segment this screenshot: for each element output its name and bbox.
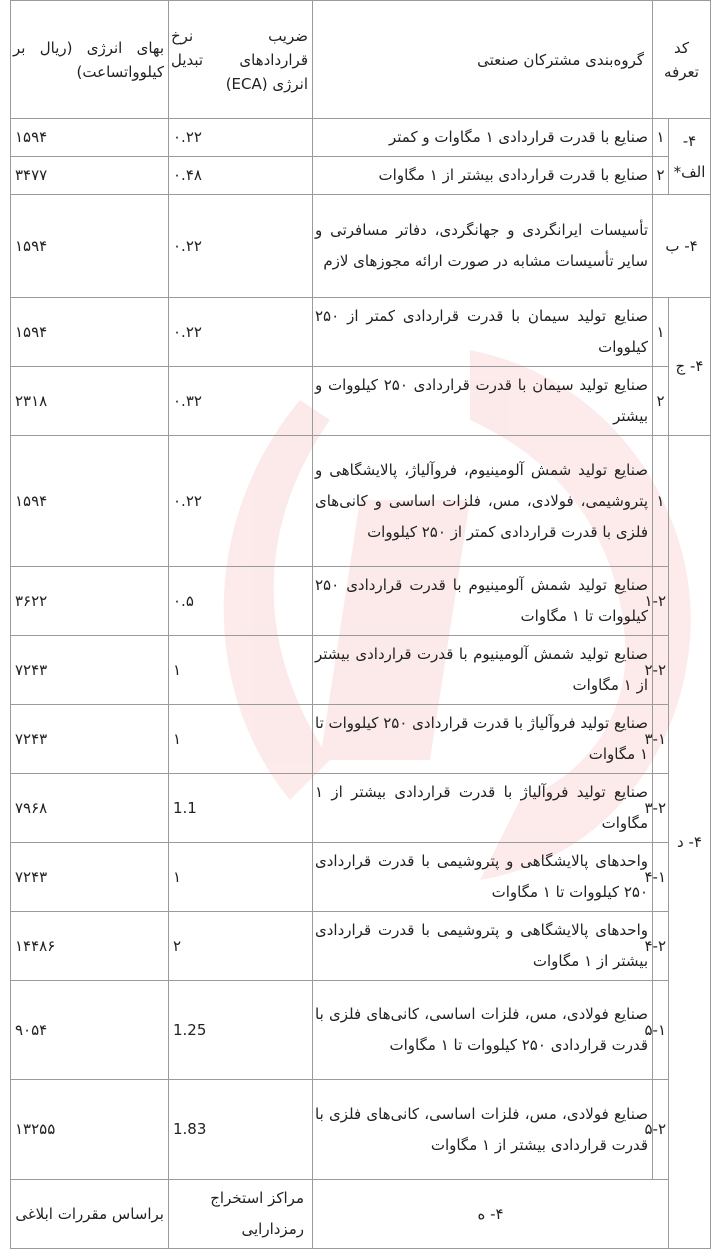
header-eca: ضریب نرخ قراردادهای تبدیل انرژی (ECA) bbox=[169, 1, 313, 119]
table-row bbox=[11, 367, 711, 436]
row-code: ۱-۲ bbox=[653, 567, 669, 636]
row-price: ۲۳۱۸ bbox=[11, 367, 169, 436]
row-price: ۱۵۹۴ bbox=[11, 195, 169, 298]
row-description: صنایع تولید شمش آلومینیوم با قدرت قراردادی ۲۵۰ کیلووات تا ۱ مگاوات bbox=[313, 567, 653, 636]
row-description: صنایع فولادی، مس، فلزات اساسی، کانی‌های فلزی با قدرت قراردادی بیشتر از ۱ مگاوات bbox=[313, 1080, 653, 1180]
row-description: صنایع فولادی، مس، فلزات اساسی، کانی‌های فلزی با قدرت قراردادی ۲۵۰ کیلووات تا ۱ مگاوات bbox=[313, 981, 653, 1080]
header-code: کد تعرفه bbox=[653, 1, 711, 119]
row-description: صنایع تولید سیمان با قدرت قراردادی کمتر از ۲۵۰ کیلووات bbox=[313, 298, 653, 367]
row-code: ۵-۲ bbox=[653, 1080, 669, 1180]
table-row bbox=[11, 1180, 711, 1249]
header-group: گروه‌بندی مشترکان صنعتی bbox=[313, 1, 653, 119]
row-eca: ۰.۳۲ bbox=[169, 367, 313, 436]
table-row bbox=[11, 981, 711, 1080]
row-price: ۷۲۴۳ bbox=[11, 705, 169, 774]
table-row bbox=[11, 195, 711, 298]
row-price: ۷۹۶۸ bbox=[11, 774, 169, 843]
table-row bbox=[11, 774, 711, 843]
group-code-4e: ۴- ه bbox=[313, 1180, 669, 1249]
row-eca: ۰.۲۲ bbox=[169, 298, 313, 367]
row-value: براساس مقررات ابلاغی bbox=[11, 1180, 169, 1249]
group-code-4a: ۴- الف* bbox=[669, 119, 711, 195]
table-row bbox=[11, 843, 711, 912]
row-price: ۱۵۹۴ bbox=[11, 436, 169, 567]
row-eca: ۰.۲۲ bbox=[169, 195, 313, 298]
row-price: ۱۵۹۴ bbox=[11, 298, 169, 367]
table-row bbox=[11, 298, 711, 367]
row-code: ۲-۲ bbox=[653, 636, 669, 705]
row-description: صنایع تولید شمش آلومینیوم با قدرت قراردادی بیشتر از ۱ مگاوات bbox=[313, 636, 653, 705]
row-eca: 1.1 bbox=[169, 774, 313, 843]
row-price: ۷۲۴۳ bbox=[11, 843, 169, 912]
row-price: ۳۶۲۲ bbox=[11, 567, 169, 636]
row-eca: ۱ bbox=[169, 636, 313, 705]
row-description: صنایع با قدرت قراردادی ۱ مگاوات و کمتر bbox=[313, 119, 653, 157]
row-description: صنایع تولید فروآلیاژ با قدرت قراردادی بیشتر از ۱ مگاوات bbox=[313, 774, 653, 843]
row-description: صنایع تولید شمش آلومینیوم، فروآلیاژ، پالایشگاهی و پتروشیمی، فولادی، مس، فلزات اساسی و کانی‌های فلزی با قدرت قراردادی کمتر از ۲۵۰ کیلووات bbox=[313, 436, 653, 567]
row-price: ۱۴۴۸۶ bbox=[11, 912, 169, 981]
table-header-row bbox=[11, 1, 711, 119]
row-code: ۲ bbox=[653, 367, 669, 436]
header-price: بهای انرژی (ریال بر کیلوواتساعت) bbox=[11, 1, 169, 119]
row-description: تأسیسات ایرانگردی و جهانگردی، دفاتر مسافرتی و سایر تأسیسات مشابه در صورت ارائه مجوزهای لازم bbox=[313, 195, 653, 298]
row-eca: ۰.۲۲ bbox=[169, 119, 313, 157]
row-code: ۳-۲ bbox=[653, 774, 669, 843]
table-row bbox=[11, 157, 711, 195]
row-eca: 1.83 bbox=[169, 1080, 313, 1180]
group-code-4b: ۴- ب bbox=[653, 195, 711, 298]
row-eca: ۱ bbox=[169, 705, 313, 774]
row-code: ۳-۱ bbox=[653, 705, 669, 774]
row-description: واحدهای پالایشگاهی و پتروشیمی با قدرت قراردادی بیشتر از ۱ مگاوات bbox=[313, 912, 653, 981]
tariff-table bbox=[10, 0, 711, 1249]
row-price: ۱۵۹۴ bbox=[11, 119, 169, 157]
row-code: ۱ bbox=[653, 436, 669, 567]
table-row bbox=[11, 436, 711, 567]
row-price: ۱۳۲۵۵ bbox=[11, 1080, 169, 1180]
table-row bbox=[11, 705, 711, 774]
row-eca: ۰.۴۸ bbox=[169, 157, 313, 195]
row-eca: ۰.۵ bbox=[169, 567, 313, 636]
group-code-4c: ۴- ج bbox=[669, 298, 711, 436]
table-row bbox=[11, 119, 711, 157]
row-eca: 1.25 bbox=[169, 981, 313, 1080]
row-eca: ۲ bbox=[169, 912, 313, 981]
row-eca: ۱ bbox=[169, 843, 313, 912]
table-row bbox=[11, 1080, 711, 1180]
group-code-4d: ۴- د bbox=[669, 436, 711, 1249]
table-row bbox=[11, 567, 711, 636]
row-code: ۴-۲ bbox=[653, 912, 669, 981]
table-row bbox=[11, 636, 711, 705]
row-code: ۱ bbox=[653, 298, 669, 367]
table-row bbox=[11, 912, 711, 981]
row-price: ۷۲۴۳ bbox=[11, 636, 169, 705]
row-description: صنایع با قدرت قراردادی بیشتر از ۱ مگاوات bbox=[313, 157, 653, 195]
row-description: صنایع تولید فروآلیاژ با قدرت قراردادی ۲۵۰ کیلووات تا ۱ مگاوات bbox=[313, 705, 653, 774]
row-code: ۴-۱ bbox=[653, 843, 669, 912]
row-code: ۱ bbox=[653, 119, 669, 157]
row-price: ۹۰۵۴ bbox=[11, 981, 169, 1080]
row-price: ۳۴۷۷ bbox=[11, 157, 169, 195]
row-description: صنایع تولید سیمان با قدرت قراردادی ۲۵۰ کیلووات و بیشتر bbox=[313, 367, 653, 436]
row-eca: ۰.۲۲ bbox=[169, 436, 313, 567]
row-code: ۲ bbox=[653, 157, 669, 195]
row-description: واحدهای پالایشگاهی و پتروشیمی با قدرت قراردادی ۲۵۰ کیلووات تا ۱ مگاوات bbox=[313, 843, 653, 912]
row-description: مراکز استخراج رمزدارایی bbox=[169, 1180, 313, 1249]
row-code: ۵-۱ bbox=[653, 981, 669, 1080]
